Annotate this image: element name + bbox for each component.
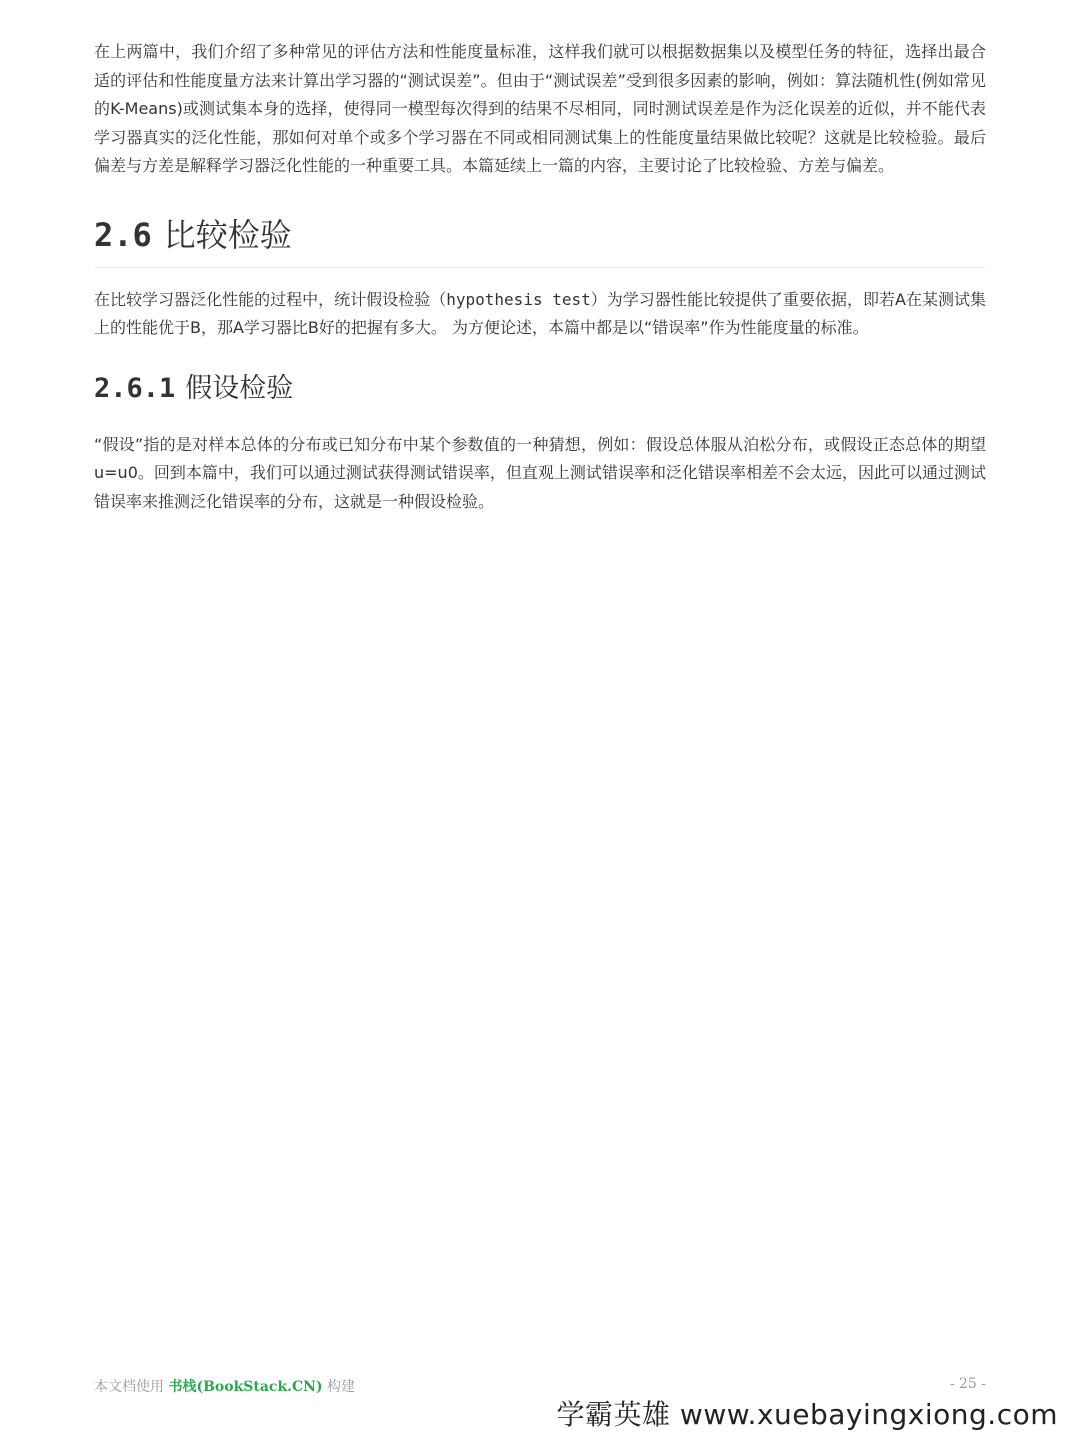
page-number: - 25 -	[949, 1376, 986, 1392]
section-code-term: hypothesis test	[446, 289, 591, 309]
document-body	[94, 38, 986, 516]
watermark: 学霸英雄 www.xuebayingxiong.com	[556, 1398, 1058, 1431]
footer-suffix: 构建	[322, 1379, 356, 1395]
section-number: 2.6	[94, 215, 152, 254]
intro-paragraph: 在上两篇中，我们介绍了多种常见的评估方法和性能度量标准，这样我们就可以根据数据集以及模型任务的特征，选择出最合适的评估和性能度量方法来计算出学习器的“测试误差”。但由于“测试误差”受到很多因素的影响，例如：算法随机性(例如常见的K-Means)或测试集本身的选择，使得同一模型每次得到的结果不尽相同，同时测试误差是作为泛化误差的近似，并不能代表学习器真实的泛化性能，那如何对单个或多个学习器在不同或相同测试集上的性能度量结果做比较呢？这就是比较检验。最后偏差与方差是解释学习器泛化性能的一种重要工具。本篇延续上一篇的内容，主要讨论了比较检验、方差与偏差。	[94, 42, 986, 175]
subsection-heading	[94, 369, 986, 409]
footer-prefix: 本文档使用	[94, 1379, 169, 1395]
subsection-paragraph: “假设”指的是对样本总体的分布或已知分布中某个参数值的一种猜想，例如：假设总体服从泊松分布，或假设正态总体的期望u=u0。回到本篇中，我们可以通过测试获得测试错误率，但直观上测试错误率和泛化错误率相差不会太远，因此可以通过测试错误率来推测泛化错误率的分布，这就是一种假设检验。	[94, 434, 986, 511]
section-heading	[94, 213, 986, 268]
footer-credit	[94, 1376, 355, 1396]
subsection-title: 假设检验	[185, 372, 294, 404]
subsection-number: 2.6.1	[94, 372, 176, 404]
section-text-before: 在比较学习器泛化性能的过程中，统计假设检验（	[94, 289, 447, 309]
footer-bookstack-link[interactable]: 书栈(BookStack.CN)	[168, 1379, 323, 1395]
section-paragraph	[94, 286, 986, 343]
section-text-after: ）为学习器性能比较提供了重要依据，即若A在某测试集上的性能优于B，那A学习器比B好的把握有多大。 为方便论述，本篇中都是以“错误率”作为性能度量的标准。	[94, 289, 986, 337]
section-title: 比较检验	[163, 215, 292, 254]
